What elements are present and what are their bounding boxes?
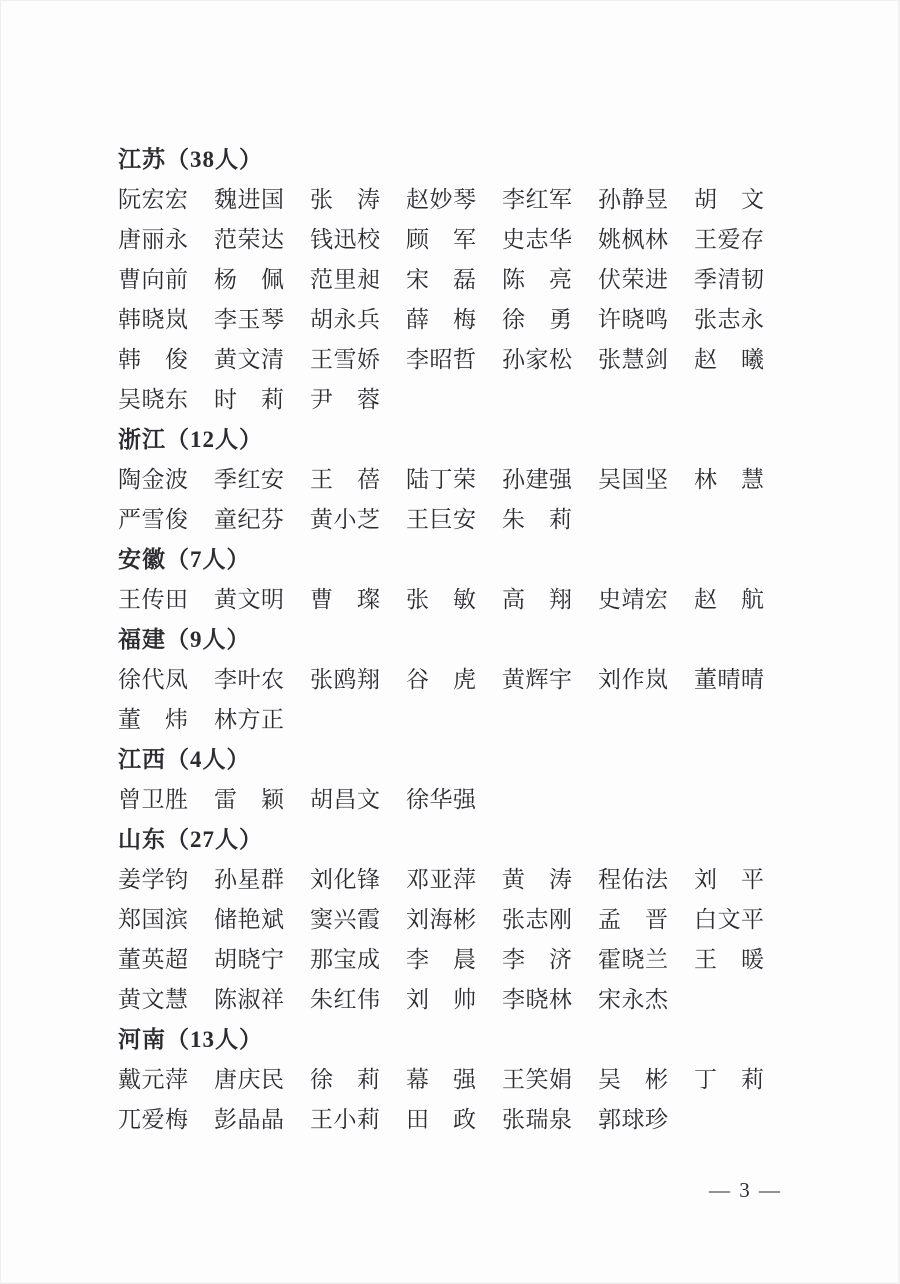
province-heading: 福建（9人） <box>118 627 251 652</box>
province-rows <box>118 580 788 620</box>
person-name: 霍晓兰 <box>598 947 669 972</box>
person-name: 季清韧 <box>694 267 765 292</box>
person-name: 戴元萍 <box>118 1067 189 1092</box>
person-name: 郑国滨 <box>118 907 189 932</box>
name-row <box>118 780 788 820</box>
province-rows <box>118 780 788 820</box>
person-name: 雷 颖 <box>214 787 285 812</box>
person-name: 童纪芬 <box>214 507 285 532</box>
person-name: 李红军 <box>502 187 573 212</box>
name-row <box>118 940 788 980</box>
person-name: 彭晶晶 <box>214 1107 285 1132</box>
province-section <box>118 540 788 620</box>
person-name: 黄小芝 <box>310 507 381 532</box>
person-name: 那宝成 <box>310 947 381 972</box>
person-name: 钱迅校 <box>310 227 381 252</box>
person-name: 吴 彬 <box>598 1067 669 1092</box>
province-heading: 浙江（12人） <box>118 427 263 452</box>
person-name: 兀爱梅 <box>118 1107 189 1132</box>
person-name: 胡 文 <box>694 187 765 212</box>
person-name: 储艳斌 <box>214 907 285 932</box>
person-name: 李 晨 <box>406 947 477 972</box>
name-row <box>118 300 788 340</box>
name-row <box>118 860 788 900</box>
name-row <box>118 660 788 700</box>
name-row <box>118 700 788 740</box>
person-name: 阮宏宏 <box>118 187 189 212</box>
province-section <box>118 620 788 740</box>
province-rows <box>118 660 788 740</box>
person-name: 赵 曦 <box>694 347 765 372</box>
person-name: 赵 航 <box>694 587 765 612</box>
name-row <box>118 460 788 500</box>
province-section <box>118 140 788 420</box>
person-name: 徐 勇 <box>502 307 573 332</box>
person-name: 刘 帅 <box>406 987 477 1012</box>
person-name: 陈淑祥 <box>214 987 285 1012</box>
person-name: 刘 平 <box>694 867 765 892</box>
person-name: 刘作岚 <box>598 667 669 692</box>
person-name: 程佑法 <box>598 867 669 892</box>
person-name: 幕 强 <box>406 1067 477 1092</box>
person-name: 严雪俊 <box>118 507 189 532</box>
person-name: 王 暖 <box>694 947 765 972</box>
person-name: 姚枫林 <box>598 227 669 252</box>
person-name: 林 慧 <box>694 467 765 492</box>
person-name: 李 济 <box>502 947 573 972</box>
person-name: 薛 梅 <box>406 307 477 332</box>
name-row <box>118 340 788 380</box>
person-name: 姜学钧 <box>118 867 189 892</box>
person-name: 时 莉 <box>214 387 285 412</box>
person-name: 伏荣进 <box>598 267 669 292</box>
person-name: 徐代凤 <box>118 667 189 692</box>
person-name: 董 炜 <box>118 707 189 732</box>
person-name: 张慧剑 <box>598 347 669 372</box>
person-name: 张鸥翔 <box>310 667 381 692</box>
person-name: 王巨安 <box>406 507 477 532</box>
person-name: 徐 莉 <box>310 1067 381 1092</box>
person-name: 张瑞泉 <box>502 1107 573 1132</box>
province-heading: 河南（13人） <box>118 1027 263 1052</box>
name-row <box>118 980 788 1020</box>
person-name: 许晓鸣 <box>598 307 669 332</box>
person-name: 孙静昱 <box>598 187 669 212</box>
scanned-page-content <box>118 140 788 1140</box>
person-name: 黄文明 <box>214 587 285 612</box>
province-rows <box>118 180 788 420</box>
person-name: 黄文慧 <box>118 987 189 1012</box>
province-rows <box>118 460 788 540</box>
province-name-list <box>118 140 788 1140</box>
person-name: 唐丽永 <box>118 227 189 252</box>
person-name: 韩晓岚 <box>118 307 189 332</box>
person-name: 朱红伟 <box>310 987 381 1012</box>
province-section <box>118 1020 788 1140</box>
person-name: 李昭哲 <box>406 347 477 372</box>
person-name: 陶金波 <box>118 467 189 492</box>
person-name: 胡永兵 <box>310 307 381 332</box>
person-name: 窦兴霞 <box>310 907 381 932</box>
person-name: 高 翔 <box>502 587 573 612</box>
person-name: 刘海彬 <box>406 907 477 932</box>
province-heading: 安徽（7人） <box>118 547 251 572</box>
person-name: 宋 磊 <box>406 267 477 292</box>
name-row <box>118 500 788 540</box>
person-name: 范里昶 <box>310 267 381 292</box>
name-row <box>118 220 788 260</box>
province-section <box>118 420 788 540</box>
person-name: 胡昌文 <box>310 787 381 812</box>
person-name: 宋永杰 <box>598 987 669 1012</box>
province-section <box>118 740 788 820</box>
person-name: 黄文清 <box>214 347 285 372</box>
person-name: 王传田 <box>118 587 189 612</box>
person-name: 陈 亮 <box>502 267 573 292</box>
person-name: 黄辉宇 <box>502 667 573 692</box>
person-name: 李玉琴 <box>214 307 285 332</box>
person-name: 董晴晴 <box>694 667 765 692</box>
province-rows <box>118 1060 788 1140</box>
name-row <box>118 380 788 420</box>
person-name: 张志刚 <box>502 907 573 932</box>
province-heading: 山东（27人） <box>118 827 263 852</box>
person-name: 孙建强 <box>502 467 573 492</box>
person-name: 邓亚萍 <box>406 867 477 892</box>
person-name: 范荣达 <box>214 227 285 252</box>
person-name: 王笑娟 <box>502 1067 573 1092</box>
person-name: 朱 莉 <box>502 507 573 532</box>
person-name: 李叶农 <box>214 667 285 692</box>
person-name: 赵妙琴 <box>406 187 477 212</box>
province-heading: 江苏（38人） <box>118 147 263 172</box>
person-name: 唐庆民 <box>214 1067 285 1092</box>
person-name: 吴晓东 <box>118 387 189 412</box>
person-name: 韩 俊 <box>118 347 189 372</box>
person-name: 田 政 <box>406 1107 477 1132</box>
person-name: 谷 虎 <box>406 667 477 692</box>
name-row <box>118 180 788 220</box>
person-name: 李晓林 <box>502 987 573 1012</box>
person-name: 吴国坚 <box>598 467 669 492</box>
person-name: 尹 蓉 <box>310 387 381 412</box>
person-name: 白文平 <box>694 907 765 932</box>
person-name: 季红安 <box>214 467 285 492</box>
province-rows <box>118 860 788 1020</box>
person-name: 史志华 <box>502 227 573 252</box>
province-section <box>118 820 788 1020</box>
person-name: 杨 佩 <box>214 267 285 292</box>
person-name: 顾 军 <box>406 227 477 252</box>
person-name: 史靖宏 <box>598 587 669 612</box>
person-name: 王爱存 <box>694 227 765 252</box>
person-name: 孙星群 <box>214 867 285 892</box>
person-name: 曹 璨 <box>310 587 381 612</box>
person-name: 曹向前 <box>118 267 189 292</box>
person-name: 丁 莉 <box>694 1067 765 1092</box>
person-name: 郭球珍 <box>598 1107 669 1132</box>
name-row <box>118 260 788 300</box>
person-name: 林方正 <box>214 707 285 732</box>
person-name: 张志永 <box>694 307 765 332</box>
name-row <box>118 580 788 620</box>
person-name: 王小莉 <box>310 1107 381 1132</box>
person-name: 王 蓓 <box>310 467 381 492</box>
name-row <box>118 900 788 940</box>
person-name: 张 敏 <box>406 587 477 612</box>
person-name: 黄 涛 <box>502 867 573 892</box>
person-name: 曾卫胜 <box>118 787 189 812</box>
person-name: 孙家松 <box>502 347 573 372</box>
person-name: 孟 晋 <box>598 907 669 932</box>
person-name: 王雪娇 <box>310 347 381 372</box>
person-name: 徐华强 <box>406 787 477 812</box>
person-name: 董英超 <box>118 947 189 972</box>
name-row <box>118 1100 788 1140</box>
person-name: 陆丁荣 <box>406 467 477 492</box>
person-name: 魏进国 <box>214 187 285 212</box>
province-heading: 江西（4人） <box>118 747 251 772</box>
name-row <box>118 1060 788 1100</box>
person-name: 胡晓宁 <box>214 947 285 972</box>
person-name: 刘化锋 <box>310 867 381 892</box>
person-name: 张 涛 <box>310 187 381 212</box>
page-number: — 3 — <box>709 1178 782 1202</box>
